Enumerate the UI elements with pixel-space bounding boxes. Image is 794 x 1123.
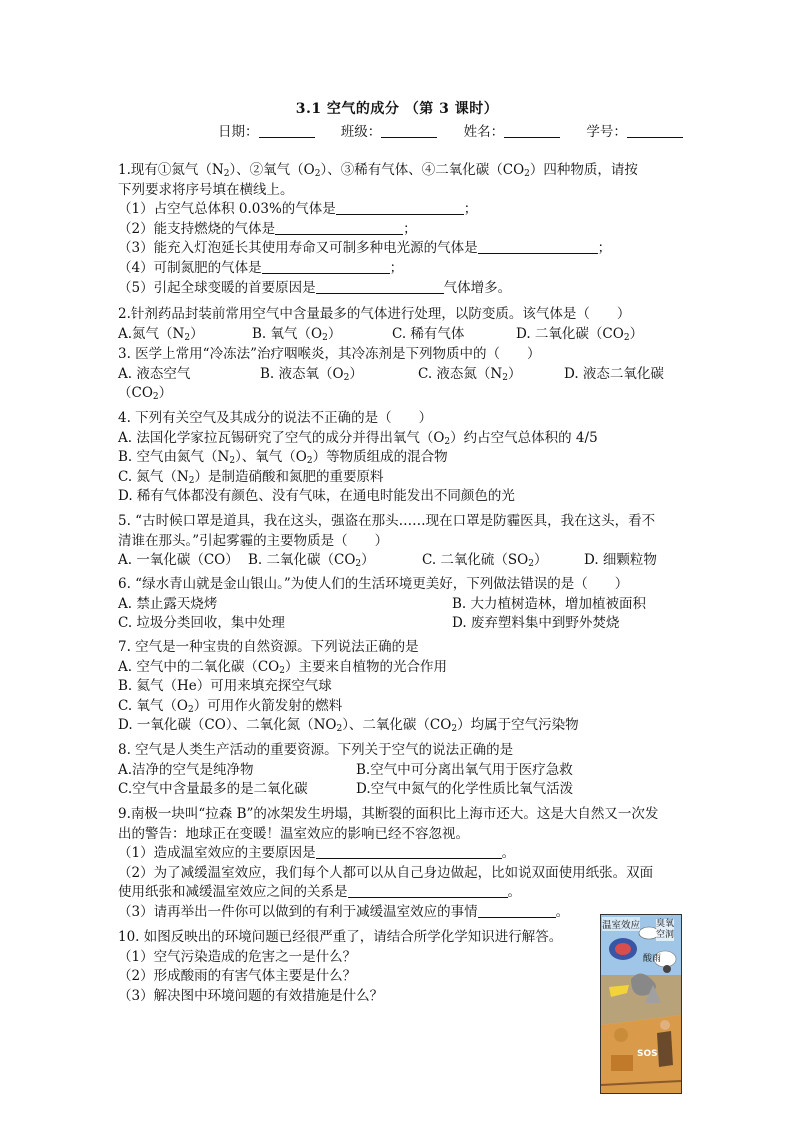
question-1-part-5: （5）引起全球变暖的首要原因是 气体增多。 <box>118 279 512 296</box>
option-c[interactable]: C. 氧气$(O_2)$可用作火箭发射的燃料 <box>118 697 343 715</box>
option-b[interactable]: B. 液态氧$(O_2)$ <box>260 365 363 383</box>
question-1-part-3: （3）能充入灯泡延长其使用寿命又可制多种电光源的气体是 ； <box>118 240 612 257</box>
date-field[interactable]: 日期： <box>218 124 315 140</box>
answer-blank[interactable] <box>478 905 556 918</box>
question-9-part-1: （1）造成温室效应的主要原因是 。 <box>118 845 516 862</box>
option-d[interactable]: D.空气中氮气的化学性质比氧气活泼 <box>356 781 574 798</box>
class-field[interactable]: 班级： <box>341 124 438 140</box>
name-field[interactable]: 姓名： <box>464 124 561 140</box>
label-ozone-hole: 臭氧 空洞 <box>656 919 675 940</box>
answer-blank[interactable] <box>262 261 390 274</box>
option-b[interactable]: B.空气中可分离出氧气用于医疗急救 <box>356 761 573 778</box>
question-2: 2.针剂药品封装前常用空气中含量最多的气体进行处理，以防变质。该气体是（ ） A.氮气$(N_2)$ B. 氧气$(O_2)$ C. 稀有气体 D. 二氧化碳$(CO_2)$ <box>118 305 678 344</box>
label-sos: SOS <box>637 1049 658 1059</box>
environment-cartoon-image <box>600 914 682 1094</box>
option-d[interactable]: D. 稀有气体都没有颜色、没有气味，在通电时能发出不同颜色的光 <box>118 488 515 505</box>
answer-blank[interactable] <box>478 241 598 254</box>
option-d[interactable]: D. 一氧化碳（CO）、二氧化氮$(NO_2)$、二氧化碳$(CO_2)$均属于空气污染物 <box>118 717 579 735</box>
option-d[interactable]: D. 液态二氧化碳 <box>564 365 664 382</box>
option-c[interactable]: C. 液态氮$(N_2)$ <box>418 365 522 383</box>
question-2-options <box>118 325 678 345</box>
cartoon-illustration <box>601 915 681 1093</box>
question-3-options <box>118 365 678 385</box>
answer-blank[interactable] <box>316 846 502 859</box>
option-c[interactable]: C. 垃圾分类回收，集中处理 <box>118 615 285 632</box>
question-5: 5. “古时候口罩是道具，我在这头，强盗在那头……现在口罩是防霾医具，我在这头，看不 清谁在那头。”引起雾霾的主要物质是（ ） A. 一氧化碳（CO） B. 二氧化碳$(CO_2)$ C. 二氧化硫$(SO_2)$ D. 细颗粒物 <box>118 512 678 571</box>
question-9: 9.南极一块叫“拉森 B”的冰架发生坍塌，其断裂的面积比上海市还大。这是大自然又一次发 出的警告：地球正在变暖！温室效应的影响已经不容忽视。 （1）造成温室效应的主要原因是 。 （2）为了减缓温室效应，我们每个人都可以从自己身边做起，比如说双面使用纸张。双面 使用纸张和减缓温室效应之间的关系是 。 （3）请再举出一件你可以做到的有利于减缓温室效应的事情 。 <box>118 805 678 923</box>
option-b[interactable]: B. 空气由氮气$(N_2)$、氧气$(O_2)$等物质组成的混合物 <box>118 449 448 467</box>
question-10: 10. 如图反映出的环境问题已经很严重了，请结合所学化学知识进行解答。 （1）空气污染造成的危害之一是什么？ （2）形成酸雨的有害气体主要是什么？ （3）解决图中环境问题的有效措施是什么？ <box>118 929 563 1004</box>
label-acid-rain: 酸雨 <box>643 954 662 964</box>
option-a[interactable]: A.洁净的空气是纯净物 <box>118 761 254 778</box>
answer-blank[interactable] <box>336 202 464 215</box>
question-1-part-4: （4）可制氮肥的气体是 ； <box>118 259 404 276</box>
question-5-options <box>118 551 678 571</box>
option-b[interactable]: B. 二氧化碳$(CO_2)$ <box>248 552 375 570</box>
option-d[interactable]: D. 二氧化碳$(CO_2)$ <box>516 325 644 343</box>
option-d[interactable]: D. 细颗粒物 <box>584 552 657 569</box>
question-1-stem: 1.现有①氮气$(N_2)$、②氧气$(O_2)$、③稀有气体、④二氧化碳$(CO_2)$四种物质，请按 <box>118 162 638 179</box>
option-c[interactable]: C.空气中含量最多的是二氧化碳 <box>118 781 308 798</box>
option-c[interactable]: C. 二氧化硫$(SO_2)$ <box>422 552 548 570</box>
option-c[interactable]: C. 稀有气体 <box>392 325 465 342</box>
question-9-part-3: （3）请再举出一件你可以做到的有利于减缓温室效应的事情 。 <box>118 903 570 920</box>
page-title: 3.1 空气的成分 （第 3 课时） <box>295 101 499 117</box>
option-a[interactable]: A. 一氧化碳（CO） <box>118 552 239 569</box>
option-d[interactable]: D. 废弃塑料集中到野外焚烧 <box>452 615 620 632</box>
question-7: 7. 空气是一种宝贵的自然资源。下列说法正确的是 A. 空气中的二氧化碳$(CO_2)$主要来自植物的光合作用 B. 氦气（He）可用来填充探空气球 C. 氧气$(O_2)$可用作火箭发射的燃料 D. 一氧化碳（CO）、二氧化氮$(NO_2)$、二氧化碳$(CO_2)$均属于空气污染物 <box>118 638 678 736</box>
question-1: 1.现有①氮气$(N_2)$、②氧气$(O_2)$、③稀有气体、④二氧化碳$(CO_2)$四种物质，请按 下列要求将序号填在横线上。 （1）占空气总体积 0.03%的气体是 ； （2）能支持燃烧的气体是 ； （3）能充入灯泡延长其使用寿命又可制多种电光源的气体是 ； （4）可制氮肥的气体是 ； （5）引起全球变暖的首要原因是 气体增多。 <box>118 161 678 298</box>
question-4: 4. 下列有关空气及其成分的说法不正确的是（ ） A. 法国化学家拉瓦锡研究了空气的成分并得出氧气$(O_2)$约占空气总体积的 4/5 B. 空气由氮气$(N_2)$、氧气$(O_2)$等物质组成的混合物 C. 氮气$(N_2)$是制造硝酸和氮肥的重要原料 D. 稀有气体都没有颜色、没有气味，在通电时能发出不同颜色的光 <box>118 409 678 507</box>
option-b[interactable]: B. 氧气$(O_2)$ <box>252 325 342 343</box>
option-a[interactable]: A.氮气$(N_2)$ <box>118 325 204 343</box>
option-c[interactable]: C. 氮气$(N_2)$是制造硝酸和氮肥的重要原料 <box>118 468 384 486</box>
option-b[interactable]: B. 氦气（He）可用来填充探空气球 <box>118 678 332 695</box>
option-b[interactable]: B. 大力植树造林，增加植被面积 <box>452 595 647 612</box>
option-a[interactable]: A. 禁止露天烧烤 <box>118 595 218 612</box>
answer-blank[interactable] <box>316 281 444 294</box>
option-a[interactable]: A. 液态空气 <box>118 365 191 382</box>
option-a[interactable]: A. 法国化学家拉瓦锡研究了空气的成分并得出氧气$(O_2)$约占空气总体积的 4/5 <box>118 429 598 447</box>
question-9-part-2: 使用纸张和减缓温室效应之间的关系是 。 <box>118 884 521 901</box>
question-1-part-2: （2）能支持燃烧的气体是 ； <box>118 220 417 237</box>
answer-blank[interactable] <box>275 222 403 235</box>
id-field[interactable]: 学号： <box>586 124 683 140</box>
student-info-header <box>218 120 705 140</box>
question-8: 8. 空气是人类生产活动的重要资源。下列关于空气的说法正确的是 A.洁净的空气是纯净物 B.空气中可分离出氧气用于医疗急救 C.空气中含量最多的是二氧化碳 D.空气中氮气的化学性质比氧气活泼 <box>118 741 678 800</box>
question-3: 3. 医学上常用“冷冻法”治疗咽喉炎，其冷冻剂是下列物质中的（ ） A. 液态空气 B. 液态氧$(O_2)$ C. 液态氮$(N_2)$ D. 液态二氧化碳 $(CO_2)$ <box>118 345 678 404</box>
question-1-part-1: （1）占空气总体积 0.03%的气体是 ； <box>118 201 478 218</box>
label-greenhouse-effect: 温室效应 <box>602 917 640 931</box>
answer-blank[interactable] <box>348 885 508 898</box>
question-6: 6. “绿水青山就是金山银山。”为使人们的生活环境更美好，下列做法错误的是（ ） A. 禁止露天烧烤 B. 大力植树造林，增加植被面积 C. 垃圾分类回收，集中处理 D. 废弃塑料集中到野外焚烧 <box>118 575 678 634</box>
option-a[interactable]: A. 空气中的二氧化碳$(CO_2)$主要来自植物的光合作用 <box>118 658 447 676</box>
